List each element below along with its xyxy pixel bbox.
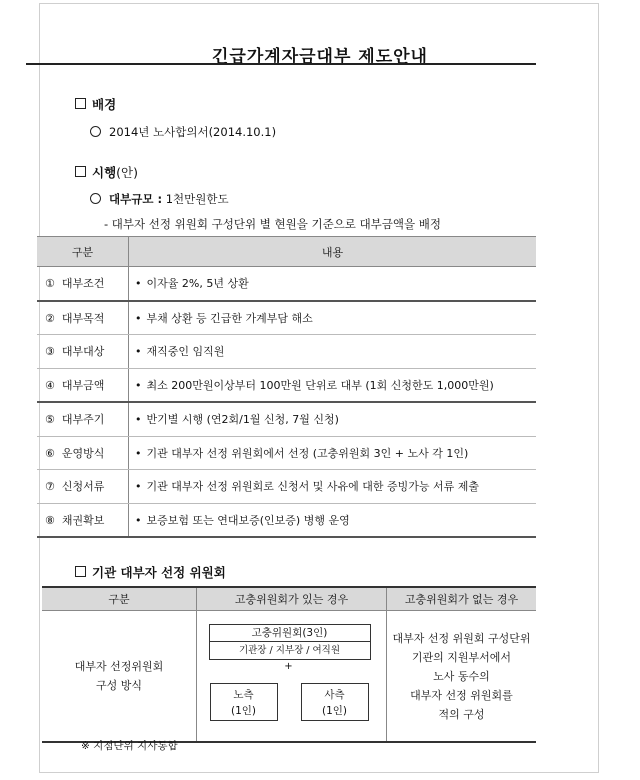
bullet-icon: •: [135, 413, 142, 427]
table-row: [37, 436, 536, 470]
row-content-text: 이자율 2%, 5년 상환: [146, 277, 249, 291]
row-category: [37, 503, 129, 537]
bullet-icon: •: [135, 480, 142, 494]
row-category: [37, 368, 129, 402]
table-row: [37, 368, 536, 402]
row-content: [129, 335, 537, 369]
table-row: [37, 301, 536, 335]
table-row: [37, 470, 536, 504]
management-box: [301, 683, 369, 721]
row-content-text: 반기별 시행 (연2회/1월 신청, 7월 신청): [146, 413, 339, 427]
checkbox-square-icon: [75, 98, 86, 109]
labor-count: (1인): [230, 705, 257, 717]
section-background-label: 배경: [92, 97, 117, 112]
circle-bullet-icon: [90, 193, 101, 204]
section-background-item: [90, 124, 276, 140]
row-category: [37, 436, 129, 470]
row-label-line1: 대부자 선정위원회: [74, 660, 164, 673]
circle-bullet-icon: [90, 126, 101, 137]
loan-scale-item: [90, 191, 229, 207]
row-content: [129, 301, 537, 335]
row-category: [37, 402, 129, 436]
row-category: [37, 335, 129, 369]
section-background-heading: [75, 95, 116, 113]
labor-box: [210, 683, 278, 721]
bullet-icon: •: [135, 446, 142, 460]
row-content-text: 보증보험 또는 연대보증(인보증) 병행 운영: [146, 513, 350, 527]
implementation-suffix: (안): [116, 165, 138, 180]
plus-sign: +: [284, 661, 293, 672]
loan-scale-value: 1천만원한도: [165, 192, 229, 206]
row-label: 대부대상: [61, 345, 105, 359]
no-committee-line: 대부자 선정 위원회를: [410, 688, 513, 702]
bullet-icon: •: [135, 378, 142, 392]
implementation-label: 시행: [92, 165, 117, 180]
bullet-icon: •: [135, 345, 142, 359]
background-item-text: 2014년 노사합의서(2014.10.1): [109, 125, 277, 139]
table-header-category: 구분: [37, 237, 129, 267]
row-content: [129, 470, 537, 504]
row-number: ⑧: [45, 513, 55, 527]
with-committee-cell: [197, 611, 387, 743]
footnote: ※ 지점단위 지사통합: [81, 740, 178, 752]
table-header-content: 내용: [129, 237, 537, 267]
no-committee-line: 노사 동수의: [433, 669, 490, 683]
row-number: ⑤: [45, 413, 55, 427]
committee-header-without: 고충위원회가 없는 경우: [387, 587, 537, 611]
row-label: 대부주기: [61, 413, 105, 427]
committee-header-with: 고충위원회가 있는 경우: [197, 587, 387, 611]
no-committee-line: 적의 구성: [438, 707, 485, 721]
loan-terms-table: [37, 236, 536, 538]
checkbox-square-icon: [75, 566, 86, 577]
table-row: [37, 503, 536, 537]
row-label-line2: 구성 방식: [95, 679, 142, 692]
row-category: [37, 470, 129, 504]
row-content-text: 부채 상환 등 긴급한 가계부담 해소: [146, 311, 313, 325]
committee-label: 기관 대부자 선정 위원회: [92, 565, 226, 580]
row-label: 대부금액: [61, 378, 105, 392]
row-label: 대부목적: [61, 311, 105, 325]
table-row: [37, 402, 536, 436]
grievance-committee-title: 고충위원회(3인): [210, 625, 370, 642]
without-committee-cell: [387, 611, 537, 743]
loan-scale-label: 대부규모 :: [109, 192, 163, 206]
row-label: 신청서류: [61, 480, 105, 494]
row-content: [129, 368, 537, 402]
row-content-text: 최소 200만원이상부터 100만원 단위로 대부 (1회 신청한도 1,000만원): [146, 378, 494, 392]
allocation-note: - 대부자 선정 위원회 구성단위 별 현원을 기준으로 대부금액을 배정: [104, 217, 441, 231]
no-committee-line: 기관의 지원부서에서: [411, 650, 512, 664]
management-count: (1인): [321, 705, 348, 717]
committee-header-category: 구분: [42, 587, 197, 611]
row-category: [37, 267, 129, 301]
row-content: [129, 402, 537, 436]
table-row: [37, 335, 536, 369]
row-label: 대부조건: [61, 277, 105, 291]
checkbox-square-icon: [75, 166, 86, 177]
labor-label: 노측: [233, 689, 254, 701]
committee-table: [42, 586, 536, 743]
row-content: [129, 436, 537, 470]
page-title: 긴급가계자금대부 제도안내: [212, 47, 428, 67]
row-content-text: 재직중인 임직원: [146, 345, 225, 359]
section-committee-heading: [75, 563, 226, 581]
section-implementation-heading: [75, 163, 138, 181]
management-label: 사측: [324, 689, 345, 701]
org-chart: [199, 611, 385, 741]
row-number: ③: [45, 345, 55, 359]
row-number: ②: [45, 311, 55, 325]
row-category: [37, 301, 129, 335]
row-content-text: 기관 대부자 선정 위원회에서 선정 (고충위원회 3인 + 노사 각 1인): [146, 446, 469, 460]
row-label: 채권확보: [61, 513, 105, 527]
row-number: ⑦: [45, 480, 55, 494]
bullet-icon: •: [135, 513, 142, 527]
row-label: 운영방식: [61, 446, 105, 460]
bullet-icon: •: [135, 311, 142, 325]
title-underline: [26, 63, 536, 65]
no-committee-line: 대부자 선정 위원회 구성단위: [392, 631, 531, 645]
row-content: [129, 503, 537, 537]
row-number: ⑥: [45, 446, 55, 460]
committee-row-label: [42, 611, 197, 743]
row-content: [129, 267, 537, 301]
row-number: ①: [45, 277, 55, 291]
bullet-icon: •: [135, 277, 142, 291]
grievance-committee-box: [209, 624, 371, 660]
row-content-text: 기관 대부자 선정 위원회로 신청서 및 사유에 대한 증빙가능 서류 제출: [146, 480, 479, 494]
row-number: ④: [45, 378, 55, 392]
grievance-committee-members: 기관장 / 지부장 / 여직원: [238, 645, 341, 656]
table-row: [37, 267, 536, 301]
